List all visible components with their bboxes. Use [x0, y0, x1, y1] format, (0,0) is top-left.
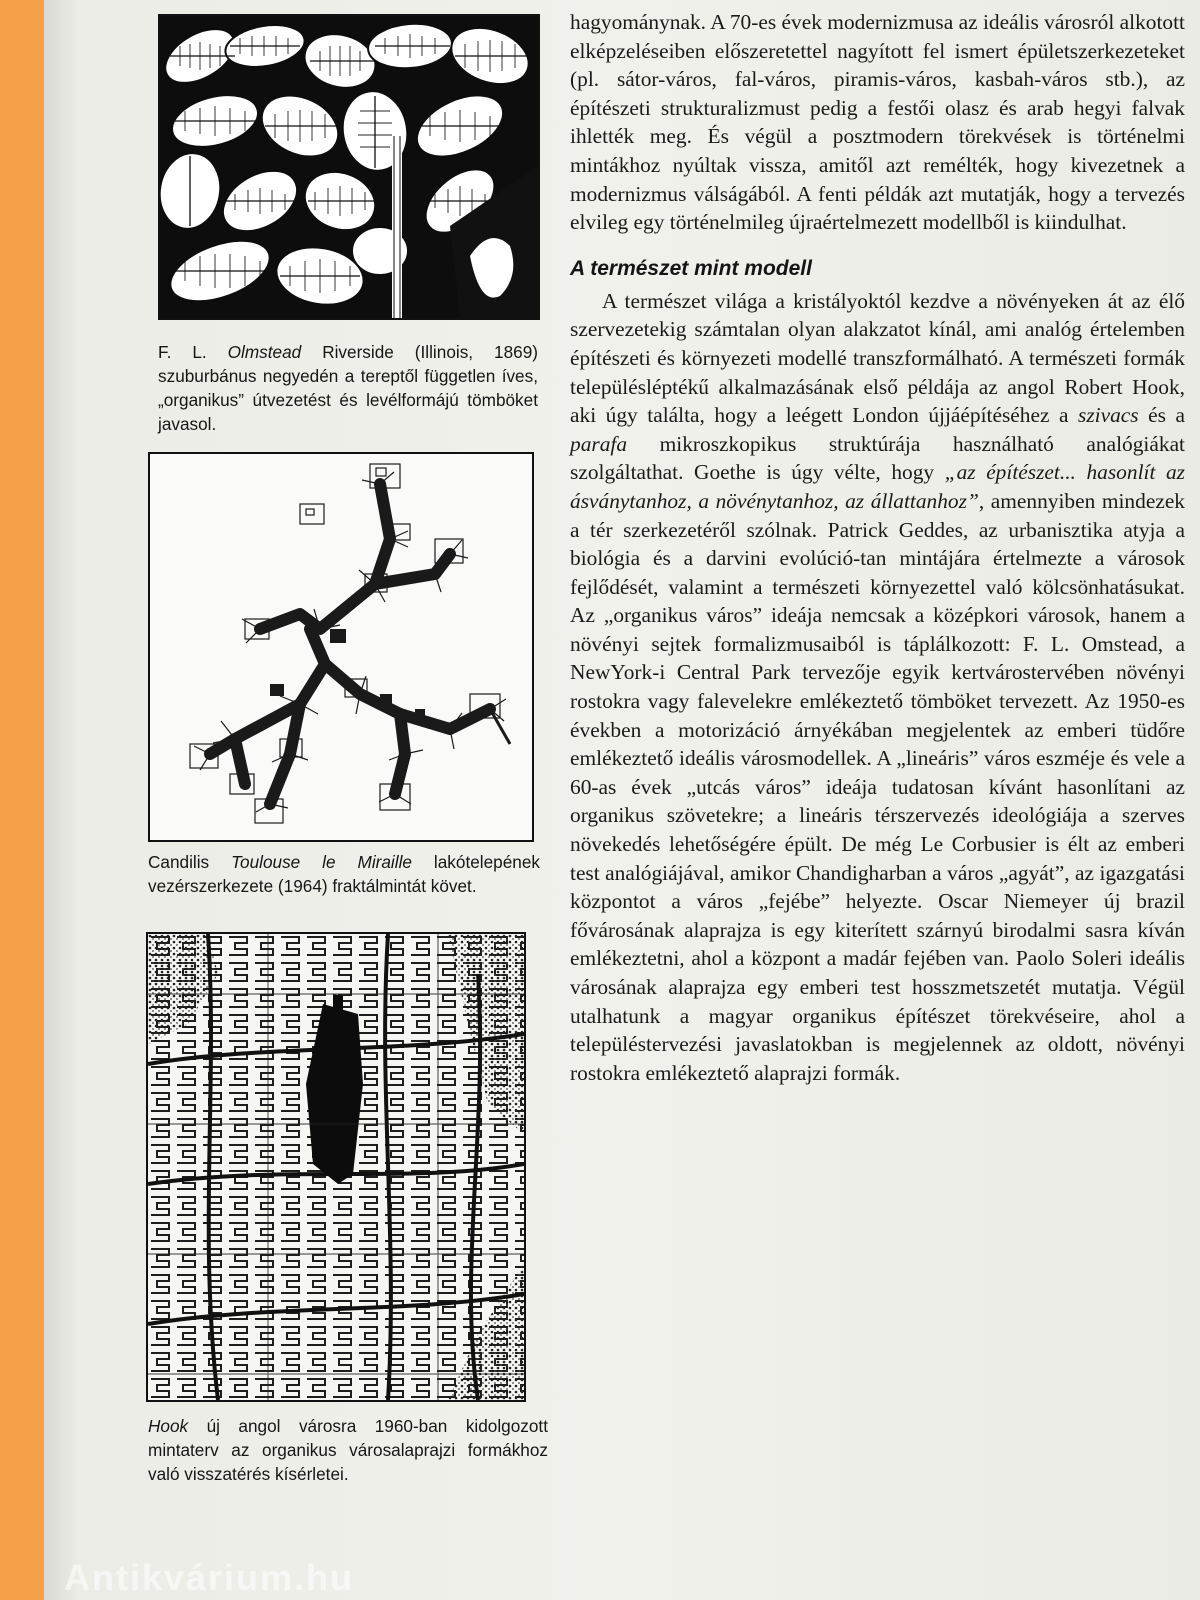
- toulouse-caption: [148, 850, 540, 898]
- toulouse-plan-figure: [148, 452, 534, 842]
- section-heading: A természet mint modell: [570, 256, 812, 280]
- riverside-caption: [158, 340, 538, 436]
- body-text-column: [570, 8, 1185, 1087]
- watermark: Antikvárium.hu: [64, 1557, 355, 1598]
- para2-italic-cork: parafa: [570, 431, 628, 456]
- riverside-caption-text: Riverside (Illinois, 1869) szuburbánus negyedén a tereptől független íves, „organikus” útvezetést és levélformájú tömböket javasol.: [158, 342, 538, 434]
- para2-part-b: és a: [1138, 403, 1185, 428]
- hook-plan-drawing: [148, 934, 524, 1400]
- toulouse-caption-author: Candilis: [148, 852, 232, 872]
- para2-goethe-quote: „az építészet... hasonlít az ásványtanhoz, a növénytanhoz, az állattanhoz”: [570, 460, 1185, 513]
- para2-part-d: , amennyiben mindezek a tér szerkezetéről szólnak. Patrick Geddes, az urbanisztika atyja a biológia és a darvini evolúció-tan mintájára értelmezte a városok fejlődését, valamint a természeti környezettel való kölcsönhatásukat. Az „organikus város” ideája nemcsak a középkori városok, hanem a növényi sejtek formalizmusaiból is táplálkozott: F. L. Omstead, a NewYork-i Central Park tervezője egyik kertvárostervében növényi rostokra vagy falevelekre emlékeztető tömböket tervezett. Az 1950-es években a motorizáció árnyékában megjelentek az emberi tüdőre emlékeztető ideális városmodellek. A „lineáris” város eszméje és vele a 60-as évek „utcás város” ideája tudatosan kívánt hasonlítani az organikus szövetekre; a lineáris térszervezés ideológiája a szerves növekedés lehetőségére épült. De még Le Corbusier is élt az emberi test analógiájával, amikor Chandigharban a város „agyát”, az igazgatási központot a város „fejébe” helyezte. Oscar Niemeyer új brazil fővárosának alaprajza is egy kiterített szárnyú birodalmi sasra kíván emlékeztetni, ahol a központ a madár fejében van. Paolo Soleri ideális városának alaprajza egy emberi test hosszmetszetét mutatja. Végül utalhatunk a magyar organikus építészet törekvéseire, ahol a településtervezési javaslatokban is megjelennek az oldott, növényi rostokra emlékeztető alaprajzi formák.: [570, 488, 1186, 1085]
- riverside-caption-name: Olmstead: [227, 342, 302, 362]
- toulouse-fractal-drawing: [150, 454, 532, 840]
- hook-caption: [148, 1414, 548, 1486]
- body-paragraph-1: hagyománynak. A 70-es évek modernizmusa az ideális városról alkotott elképzeléseiben előszeretettel nagyított fel ismert épületszerkezeteket (pl. sátor-város, fal-város, piramis-város, kasbah-város stb.), az építészeti strukturalizmust pedig a festői olasz és arab hegyi falvak ihlették meg. És végül a posztmodern törekvések is történelmi mintákhoz nyúltak vissza, amitől azt remélték, hogy kivezetnek a modernizmus válságából. A fenti példák azt mutatják, hogy a tervezés elvileg egy történelmileg újraértelmezett modellből is kiindulhat.: [570, 10, 1185, 235]
- para2-part-c: mikroszkopikus struktúrája használható analógiákat szolgáltathat. Goethe is úgy vélte, hogy: [570, 431, 1185, 485]
- book-page: [44, 0, 1200, 1600]
- hook-caption-name: Hook: [148, 1416, 189, 1436]
- riverside-plan-figure: [158, 14, 540, 320]
- riverside-plan-drawing: [160, 16, 538, 318]
- para2-italic-sponge: szivacs: [1078, 403, 1139, 428]
- hook-plan-figure: [146, 932, 526, 1402]
- toulouse-caption-name: Toulouse le Miraille: [231, 852, 412, 872]
- hook-caption-text: új angol városra 1960-ban kidolgozott mintaterv az organikus városalaprajzi formákhoz való visszatérés kísérletei.: [148, 1416, 548, 1484]
- riverside-caption-author: F. L.: [158, 342, 228, 362]
- toulouse-caption-text: lakótelepének vezérszerkezete (1964) fraktálmintát követ.: [148, 852, 540, 896]
- body-paragraph-2: [570, 287, 1185, 1088]
- para2-part-a: A természet világa a kristályoktól kezdve a növényeken át az élő szervezetekig számtalan olyan alakzatot kínál, ami analóg értelemben építészeti és környezeti modellé transzformálható. A természeti formák településléptékű alkalmazásának első példája az angol Robert Hook, aki úgy találta, hogy a leégett London újjáépítéséhez a: [570, 288, 1185, 428]
- figure-column: [44, 0, 584, 1600]
